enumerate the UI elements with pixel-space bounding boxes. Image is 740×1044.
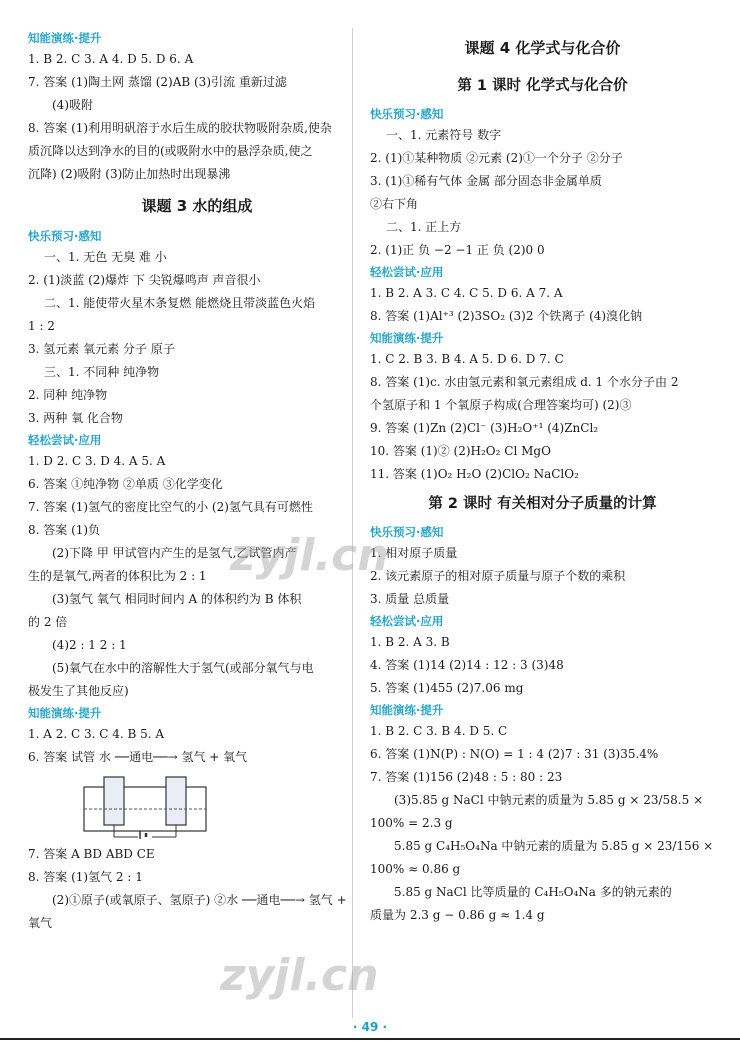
answer-line: 8. 答案 (1)c. 水由氢元素和氧元素组成 d. 1 个水分子由 2: [370, 375, 679, 389]
left-column: [28, 28, 366, 935]
answer-line: 8. 答案 (1)Al⁺³ (2)3SO₂ (3)2 个铁离子 (4)溴化钠: [370, 309, 643, 323]
answer-line: 氧气: [28, 916, 53, 930]
section-label: 轻松尝试·应用: [370, 614, 444, 628]
answer-line: (4)吸附: [52, 98, 93, 112]
answer-line: 二、1. 正上方: [386, 220, 462, 234]
page-number: · 49 ·: [352, 1020, 388, 1034]
answer-line: 10. 答案 (1)② (2)H₂O₂ Cl MgO: [370, 444, 551, 458]
answer-line: 2. 同种 纯净物: [28, 388, 108, 402]
answer-line: 一、1. 无色 无臭 难 小: [44, 250, 167, 264]
answer-line: 3. 质量 总质量: [370, 592, 450, 606]
answer-line: 的 2 倍: [28, 615, 68, 629]
section-heading: 第 1 课时 化学式与化合价: [457, 78, 628, 94]
right-column: [370, 28, 715, 927]
answer-line: 1. B 2. C 3. A 4. D 5. D 6. A: [28, 52, 194, 66]
answer-line: 质量为 2.3 g − 0.86 g ≈ 1.4 g: [370, 908, 545, 922]
answer-line: 6. 答案 ①纯净物 ②单质 ③化学变化: [28, 477, 223, 491]
answer-line: 1. 相对原子质量: [370, 546, 458, 560]
electrolysis-apparatus-diagram: [80, 773, 210, 839]
answer-line: 2. (1)①某种物质 ②元素 (2)①一个分子 ②分子: [370, 151, 623, 165]
answer-line: 1. B 2. C 3. B 4. D 5. C: [370, 724, 508, 738]
answer-line: 极发生了其他反应): [28, 684, 129, 698]
answer-line: 1. D 2. C 3. D 4. A 5. A: [28, 454, 166, 468]
answer-line: 2. (1)淡蓝 (2)爆炸 下 尖锐爆鸣声 声音很小: [28, 273, 261, 287]
answer-line: 7. 答案 (1)陶土网 蒸馏 (2)AB (3)引流 重新过滤: [28, 75, 287, 89]
answer-line: 9. 答案 (1)Zn (2)Cl⁻ (3)H₂O⁺¹ (4)ZnCl₂: [370, 421, 599, 435]
answer-line: 6. 答案 试管 水 ──通电──→ 氢气 + 氧气: [28, 750, 248, 764]
answer-line: (3)5.85 g NaCl 中钠元素的质量为 5.85 g × 23/58.5 ×: [394, 793, 704, 807]
answer-line: 7. 答案 (1)氢气的密度比空气的小 (2)氢气具有可燃性: [28, 500, 313, 514]
answer-line: 4. 答案 (1)14 (2)14 : 12 : 3 (3)48: [370, 658, 564, 672]
answer-line: 8. 答案 (1)利用明矾溶于水后生成的胶状物吸附杂质,使杂: [28, 121, 332, 135]
answer-line: 沉降) (2)吸附 (3)防止加热时出现暴沸: [28, 167, 231, 181]
answer-line: 5.85 g C₄H₅O₄Na 中钠元素的质量为 5.85 g × 23/156 ×: [394, 839, 714, 853]
answer-line: 1. A 2. C 3. C 4. B 5. A: [28, 727, 165, 741]
section-label: 知能演练·提升: [28, 31, 102, 45]
page-bottom-rule: [0, 1038, 740, 1040]
answer-line: 5.85 g NaCl 比等质量的 C₄H₅O₄Na 多的钠元素的: [394, 885, 672, 899]
answer-line: 100% = 2.3 g: [370, 816, 453, 830]
answer-line: ②右下角: [370, 197, 419, 211]
answer-line: 2. (1)正 负 −2 −1 正 负 (2)0 0: [370, 243, 545, 257]
answer-line: 5. 答案 (1)455 (2)7.06 mg: [370, 681, 524, 695]
answer-line: 1. C 2. B 3. B 4. A 5. D 6. D 7. C: [370, 352, 564, 366]
section-label: 快乐预习·感知: [370, 525, 444, 539]
answer-line: (4)2 : 1 2 : 1: [52, 638, 127, 652]
answer-line: (2)下降 甲 甲试管内产生的是氢气,乙试管内产: [52, 546, 297, 560]
section-label: 快乐预习·感知: [370, 107, 444, 121]
section-label: 快乐预习·感知: [28, 229, 102, 243]
section-label: 轻松尝试·应用: [28, 433, 102, 447]
answer-line: 1 : 2: [28, 319, 55, 333]
watermark-text: zyjl.cn: [230, 530, 389, 581]
section-label: 知能演练·提升: [370, 703, 444, 717]
section-label: 轻松尝试·应用: [370, 265, 444, 279]
answer-line: 6. 答案 (1)N(P) : N(O) = 1 : 4 (2)7 : 31 (3)35.4%: [370, 747, 659, 761]
answer-line: (2)①原子(或氧原子、氢原子) ②水 ──通电──→ 氢气 +: [52, 893, 347, 907]
watermark-text: zyjl.cn: [220, 950, 379, 1001]
section-heading: 课题 3 水的组成: [141, 197, 253, 215]
section-heading: 课题 4 化学式与化合价: [464, 39, 621, 57]
answer-line: 2. 该元素原子的相对原子质量与原子个数的乘积: [370, 569, 626, 583]
answer-line: (3)氢气 氧气 相同时间内 A 的体积约为 B 体积: [52, 592, 302, 606]
answer-line: 1. B 2. A 3. C 4. C 5. D 6. A 7. A: [370, 286, 563, 300]
answer-line: 一、1. 元素符号 数字: [386, 128, 502, 142]
section-label: 知能演练·提升: [28, 706, 102, 720]
answer-line: 8. 答案 (1)氢气 2 : 1: [28, 870, 143, 884]
answer-line: 1. B 2. A 3. B: [370, 635, 450, 649]
answer-line: 3. 氢元素 氧元素 分子 原子: [28, 342, 175, 356]
answer-line: 7. 答案 A BD ABD CE: [28, 847, 155, 861]
answer-line: 100% ≈ 0.86 g: [370, 862, 461, 876]
answer-line: 8. 答案 (1)负: [28, 523, 101, 537]
answer-line: 个氢原子和 1 个氧原子构成(合理答案均可) (2)③: [370, 398, 632, 412]
answer-line: (5)氧气在水中的溶解性大于氢气(或部分氧气与电: [52, 661, 314, 675]
answer-line: 11. 答案 (1)O₂ H₂O (2)ClO₂ NaClO₂: [370, 467, 579, 481]
section-heading: 第 2 课时 有关相对分子质量的计算: [428, 496, 657, 512]
answer-line: 生的是氧气,两者的体积比为 2 : 1: [28, 569, 207, 583]
answer-line: 7. 答案 (1)156 (2)48 : 5 : 80 : 23: [370, 770, 563, 784]
answer-line: 三、1. 不同种 纯净物: [44, 365, 160, 379]
answer-line: 二、1. 能使带火星木条复燃 能燃烧且带淡蓝色火焰: [44, 296, 316, 310]
section-label: 知能演练·提升: [370, 331, 444, 345]
answer-line: 3. (1)①稀有气体 金属 部分固态非金属单质: [370, 174, 602, 188]
answer-line: 3. 两种 氧 化合物: [28, 411, 123, 425]
answer-line: 质沉降以达到净水的目的(或吸附水中的悬浮杂质,使之: [28, 144, 313, 158]
